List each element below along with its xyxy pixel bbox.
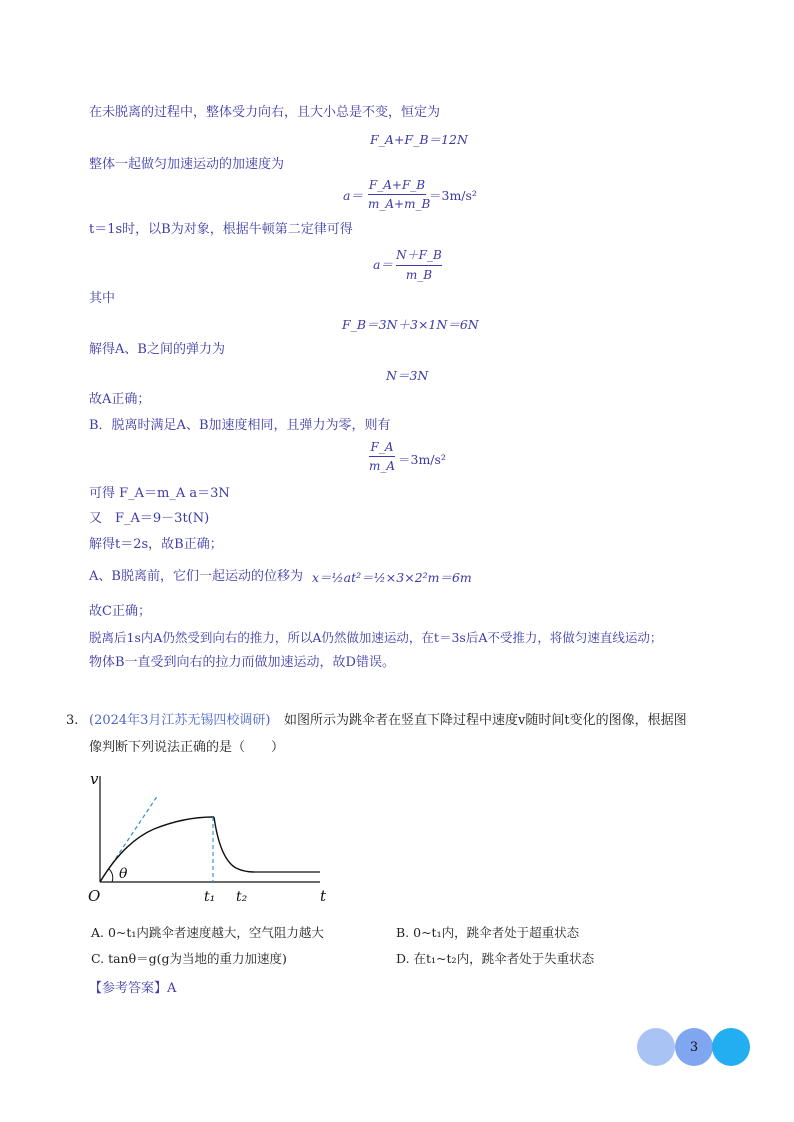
origin-label: O	[88, 887, 101, 905]
solution-line-6: 故A正确；	[89, 392, 151, 407]
question-text-line2: 像判断下列说法正确的是（ ）	[89, 740, 285, 755]
fraction-denominator: m_B	[405, 268, 433, 282]
page-circle-right	[712, 1028, 750, 1066]
velocity-time-graph	[84, 764, 344, 914]
equation-accel-lhs: a＝	[343, 188, 363, 203]
velocity-curve-decay	[214, 817, 254, 872]
solution-line-5: 解得A、B之间的弹力为	[89, 342, 225, 357]
equation-force-sum: F_A+F_B＝12N	[370, 132, 468, 147]
solution-line-3: t＝1s时，以B为对象，根据牛顿第二定律可得	[89, 222, 353, 237]
t2-label: t₂	[236, 889, 248, 905]
theta-label: θ	[119, 866, 128, 882]
option-d: D. 在t₁~t₂内，跳伞者处于失重状态	[396, 951, 595, 966]
option-c: C. tanθ＝g(g为当地的重力加速度)	[91, 951, 287, 966]
angle-arc	[109, 869, 113, 882]
equation-displacement: x＝½at²＝½×3×2²m＝6m	[312, 570, 472, 585]
equation-newton-lhs: a＝	[373, 257, 393, 272]
solution-line-1: 在未脱离的过程中，整体受力向右，且大小总是不变，恒定为	[89, 105, 441, 120]
fraction-denominator: m_A	[369, 459, 396, 473]
solution-line-10: 解得t＝2s，故B正确；	[89, 537, 223, 552]
fraction-numerator: F_A+F_B	[368, 178, 426, 192]
solution-line-4: 其中	[89, 291, 116, 306]
equation-newton-fraction	[396, 246, 442, 282]
fraction-numerator: N＋F_B	[396, 248, 442, 262]
equation-n: N＝3N	[386, 368, 429, 383]
solution-line-13: 脱离后1s内A仍然受到向右的推力，所以A仍然做加速运动，在t＝3s后A不受推力，将做匀速直线运动；	[89, 630, 663, 645]
solution-line-7: B．脱离时满足A、B加速度相同，且弹力为零，则有	[89, 418, 391, 433]
fraction-denominator: m_A+m_B	[368, 197, 431, 211]
page-circle-left	[637, 1028, 675, 1066]
solution-line-9: 又 F_A＝9－3t(N)	[89, 511, 210, 526]
option-b: B. 0~t₁内，跳伞者处于超重状态	[396, 925, 580, 940]
solution-line-14: 物体B一直受到向右的拉力而做加速运动，故D错误。	[89, 655, 395, 670]
t-axis-label: t	[320, 887, 327, 905]
equation-separation-rhs: ＝3m/s²	[398, 452, 446, 467]
question-text-line1: 如图所示为跳伞者在竖直下降过程中速度v随时间t变化的图像，根据图	[284, 713, 687, 728]
solution-line-8: 可得 F_A＝m_A a＝3N	[89, 486, 230, 501]
equation-separation-fraction	[369, 440, 395, 473]
solution-line-11: A、B脱离前，它们一起运动的位移为	[89, 569, 303, 584]
question-source: (2024年3月江苏无锡四校调研)	[89, 713, 271, 728]
equation-accel-rhs: ＝3m/s²	[429, 188, 477, 203]
question-number: 3.	[66, 713, 79, 728]
velocity-curve-rising	[100, 817, 213, 882]
equation-accel-fraction	[368, 178, 431, 211]
v-axis-label: v	[90, 770, 99, 788]
page-number: 3	[675, 1028, 713, 1066]
reference-answer: 【参考答案】A	[89, 981, 177, 996]
t1-label: t₁	[204, 889, 216, 905]
solution-line-12: 故C正确；	[89, 604, 151, 619]
fraction-numerator: F_A	[370, 440, 394, 454]
solution-line-2: 整体一起做匀加速运动的加速度为	[89, 157, 285, 172]
option-a: A. 0~t₁内跳伞者速度越大，空气阻力越大	[91, 925, 324, 940]
equation-fb: F_B＝3N＋3×1N＝6N	[342, 317, 479, 332]
